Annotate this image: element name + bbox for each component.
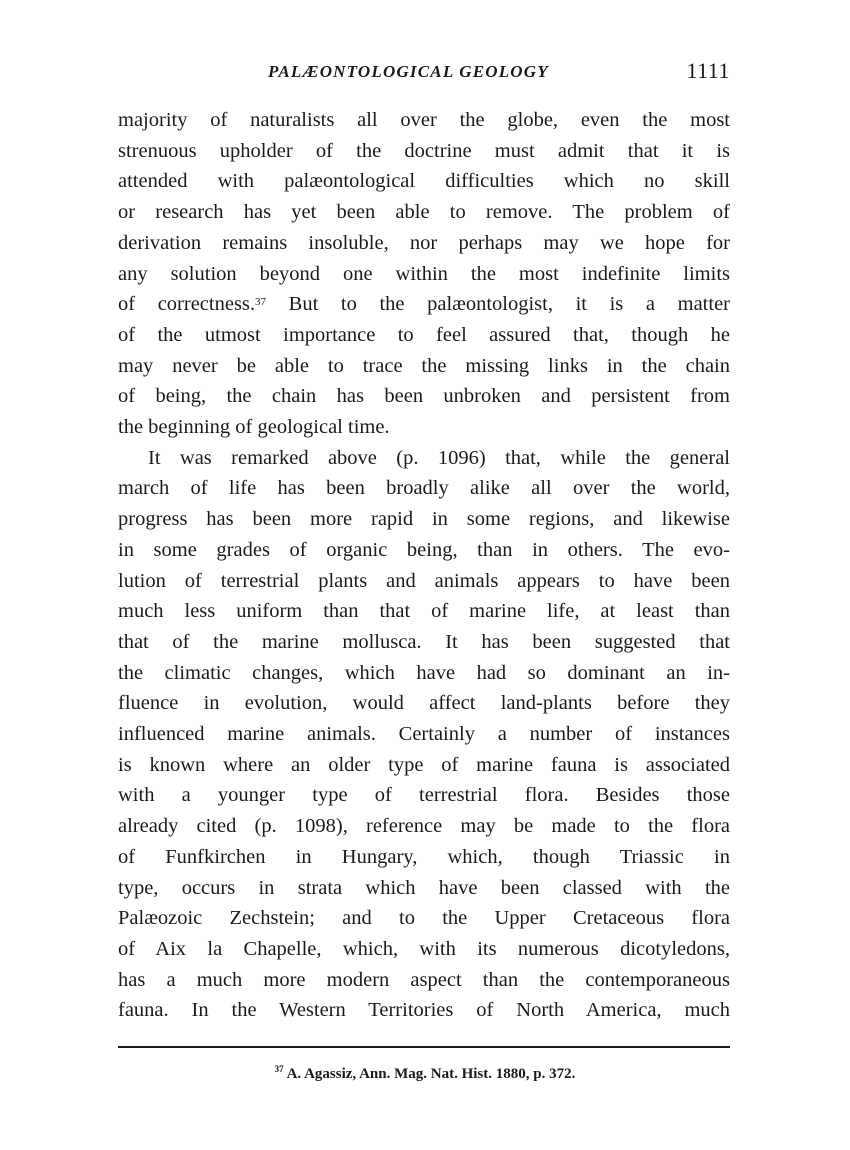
footnote-reference[interactable]: 37: [255, 296, 267, 309]
text-line-with-footnote: [118, 289, 730, 320]
text-line: influenced marine animals. Certainly a number of instances: [118, 723, 730, 746]
text-line: attended with palæontological difficulties which no skill: [118, 170, 730, 193]
page-header: [118, 58, 730, 88]
text-line: is known where an older type of marine fauna is associated: [118, 753, 730, 776]
text-line: fluence in evolution, would affect land-plants before they: [118, 692, 730, 715]
text-line: majority of naturalists all over the globe, even the most: [118, 109, 730, 131]
text-line: of the utmost importance to feel assured that, though he: [118, 323, 730, 346]
text-line: has a much more modern aspect than the contemporaneous: [118, 968, 730, 991]
text-line: of Aix la Chapelle, which, with its numerous dicotyledons,: [118, 937, 730, 960]
footnote: [0, 1066, 850, 1083]
text-line: or research has yet been able to remove. The problem of: [118, 201, 730, 224]
text-line: type, occurs in strata which have been classed with the: [118, 876, 730, 899]
text-line: lution of terrestrial plants and animals appears to have been: [118, 569, 730, 592]
text-line: of Funfkirchen in Hungary, which, though Triassic in: [118, 845, 730, 868]
text-line: of being, the chain has been unbroken and persistent from: [118, 385, 730, 408]
paragraph-2: [118, 443, 730, 1026]
text-line: the beginning of geological time.: [118, 416, 390, 439]
text-line: strenuous upholder of the doctrine must admit that it is: [118, 139, 730, 162]
text-line: much less uniform than that of marine life, at least than: [118, 600, 730, 623]
running-title: PALÆONTOLOGICAL GEOLOGY: [268, 62, 549, 81]
text-line: already cited (p. 1098), reference may be made to the flora: [118, 815, 730, 838]
footnote-divider: [118, 1046, 730, 1048]
text-line: Palæozoic Zechstein; and to the Upper Cretaceous flora: [118, 907, 730, 930]
page-number: 1111: [686, 58, 730, 83]
text-line: that of the marine mollusca. It has been suggested that: [118, 630, 730, 653]
text-line: the climatic changes, which have had so dominant an in-: [118, 661, 730, 684]
body-text: [118, 105, 730, 1026]
footnote-text: A. Agassiz, Ann. Mag. Nat. Hist. 1880, p. 372.: [286, 1066, 576, 1082]
text-line: derivation remains insoluble, nor perhaps may we hope for: [118, 231, 730, 254]
text-segment: But to the palæontologist, it is a matter: [288, 293, 730, 316]
text-line: progress has been more rapid in some regions, and likewise: [118, 508, 730, 531]
text-line: with a younger type of terrestrial flora. Besides those: [118, 784, 730, 807]
text-segment: of correctness.: [118, 293, 256, 316]
text-line: may never be able to trace the missing links in the chain: [118, 354, 730, 377]
text-line: march of life has been broadly alike all over the world,: [118, 477, 730, 500]
text-line: fauna. In the Western Territories of North America, much: [118, 999, 730, 1022]
footnote-marker: 37: [274, 1064, 284, 1074]
text-line: It was remarked above (p. 1096) that, while the general: [148, 446, 730, 469]
text-line: any solution beyond one within the most indefinite limits: [118, 262, 730, 285]
paragraph-1: [118, 105, 730, 443]
text-line: in some grades of organic being, than in others. The evo-: [118, 538, 730, 561]
